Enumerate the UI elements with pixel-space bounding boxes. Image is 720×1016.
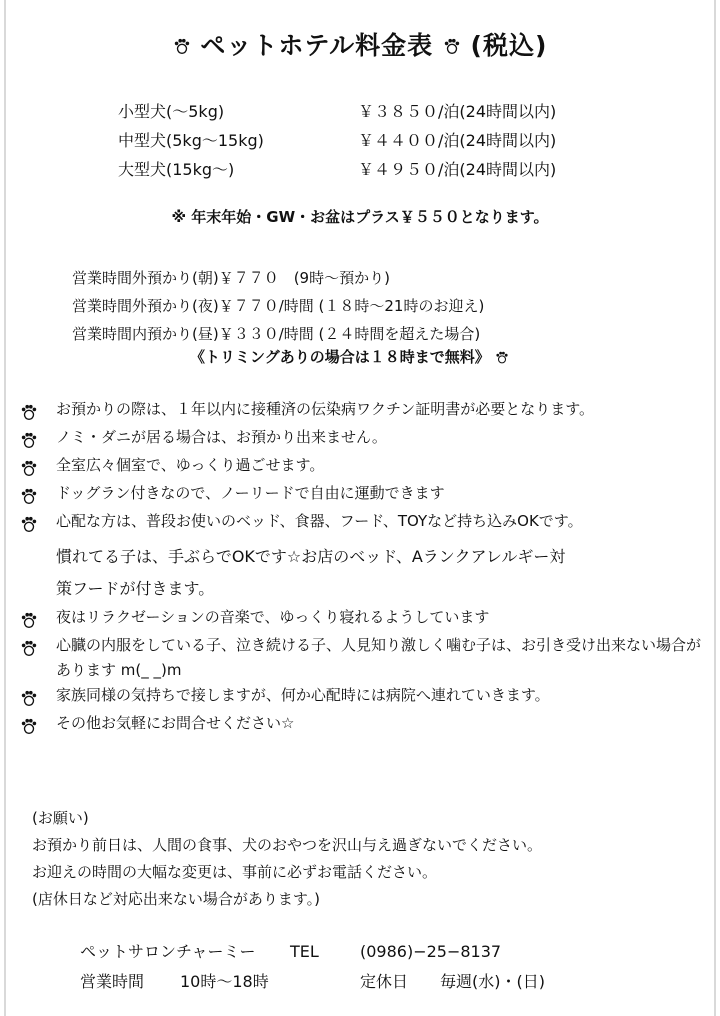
list-item-text: その他お気軽にお問合せください☆ [56,714,295,732]
dog-price: ￥４９５０/泊(24時間以内) [358,160,557,179]
trimming-note-text: 《トリミングありの場合は１８時まで無料》 [190,348,490,366]
paw-icon [20,432,38,450]
fee-row: 営業時間外預かり(朝)￥７７０ (9時～預かり) [72,268,390,287]
bring-note-line: 策フードが付きます。 [56,579,215,598]
footer-hours-row [80,967,700,997]
fee-row: 営業時間外預かり(夜)￥７７０/時間 (１８時～21時のお迎え) [72,296,485,315]
price-row [118,154,638,183]
request-section [32,805,702,913]
list-item-text: ドッグラン付きなので、ノーリードで自由に運動できます [56,484,445,502]
title-text: ペットホテル料金表 [200,31,434,60]
dog-size: 大型犬(15kg～) [118,160,235,179]
hours-label: 営業時間 [80,972,145,991]
shop-name: ペットサロンチャーミー [80,942,256,961]
list-item [20,711,710,739]
trimming-note [190,346,509,367]
fee-row: 営業時間内預かり(昼)￥３３０/時間 (２４時間を超えた場合) [72,324,481,343]
list-item [20,633,710,683]
hours-value: 10時～18時 [180,972,269,991]
list-item-text: 夜はリラクゼーションの音楽で、ゆっくり寝れるようしています [56,608,490,626]
list-item-text: お預かりの際は、１年以内に接種済の伝染病ワクチン証明書が必要となります。 [56,400,595,418]
shop-footer [80,937,700,997]
list-item [20,397,710,425]
title-suffix: (税込) [470,31,548,60]
dog-price: ￥３８５０/泊(24時間以内) [358,102,557,121]
paw-icon [20,690,38,708]
holiday-note: ※ 年末年始・GW・お盆はプラス￥５５０となります。 [171,208,549,226]
list-item [20,425,710,453]
page-title [0,26,720,62]
list-item-text: 家族同様の気持ちで接しますが、何か心配時には病院へ連れていきます。 [56,686,550,704]
bring-note-line: 慣れてる子は、手ぶらでOKです☆お店のベッド、Aランクアレルギー対 [56,547,566,566]
paw-icon [20,404,38,422]
request-line: お預かり前日は、人間の食事、犬のおやつを沢山与え過ぎないでください。 [32,836,543,854]
tel-number: (0986)−25−8137 [360,942,502,961]
paw-icon [20,640,38,658]
list-item [20,453,710,481]
paw-icon [20,718,38,736]
closed-label: 定休日 [360,972,409,991]
price-row [118,125,638,154]
paw-icon [495,351,509,365]
request-line: (店休日など対応出来ない場合があります。) [32,890,321,908]
price-table [118,96,638,183]
dog-price: ￥４４００/泊(24時間以内) [358,131,557,150]
right-edge [714,0,716,1016]
price-row [118,96,638,125]
list-item [20,481,710,509]
list-item [20,509,710,537]
list-item-text: ノミ・ダニが居る場合は、お預かり出来ません。 [56,428,387,446]
closed-value: 毎週(水)・(日) [440,972,545,991]
request-line: お迎えの時間の大幅な変更は、事前に必ずお電話ください。 [32,863,438,881]
tel-label: TEL [290,942,319,961]
paw-icon [20,516,38,534]
list-item-text: 全室広々個室で、ゆっくり過ごせます。 [56,456,325,474]
paw-icon [20,460,38,478]
paw-icon [173,38,191,56]
request-heading: (お願い) [32,809,89,827]
dog-size: 小型犬(～5kg) [118,102,225,121]
paw-icon [443,38,461,56]
footer-contact-row [80,937,700,967]
fee-list [72,263,672,347]
info-list [20,397,710,739]
paw-icon [20,612,38,630]
list-item-text: 心配な方は、普段お使いのベッド、食器、フード、TOYなど持ち込みOKです。 [56,512,583,530]
paw-icon [20,488,38,506]
dog-size: 中型犬(5kg～15kg) [118,131,264,150]
list-item [20,683,710,711]
list-item [20,605,710,633]
left-edge [4,0,6,1016]
list-item-text: 心臓の内服をしている子、泣き続ける子、人見知り激しく噛む子は、お引き受け出来ない場合があります m(_ _)m [56,636,702,679]
